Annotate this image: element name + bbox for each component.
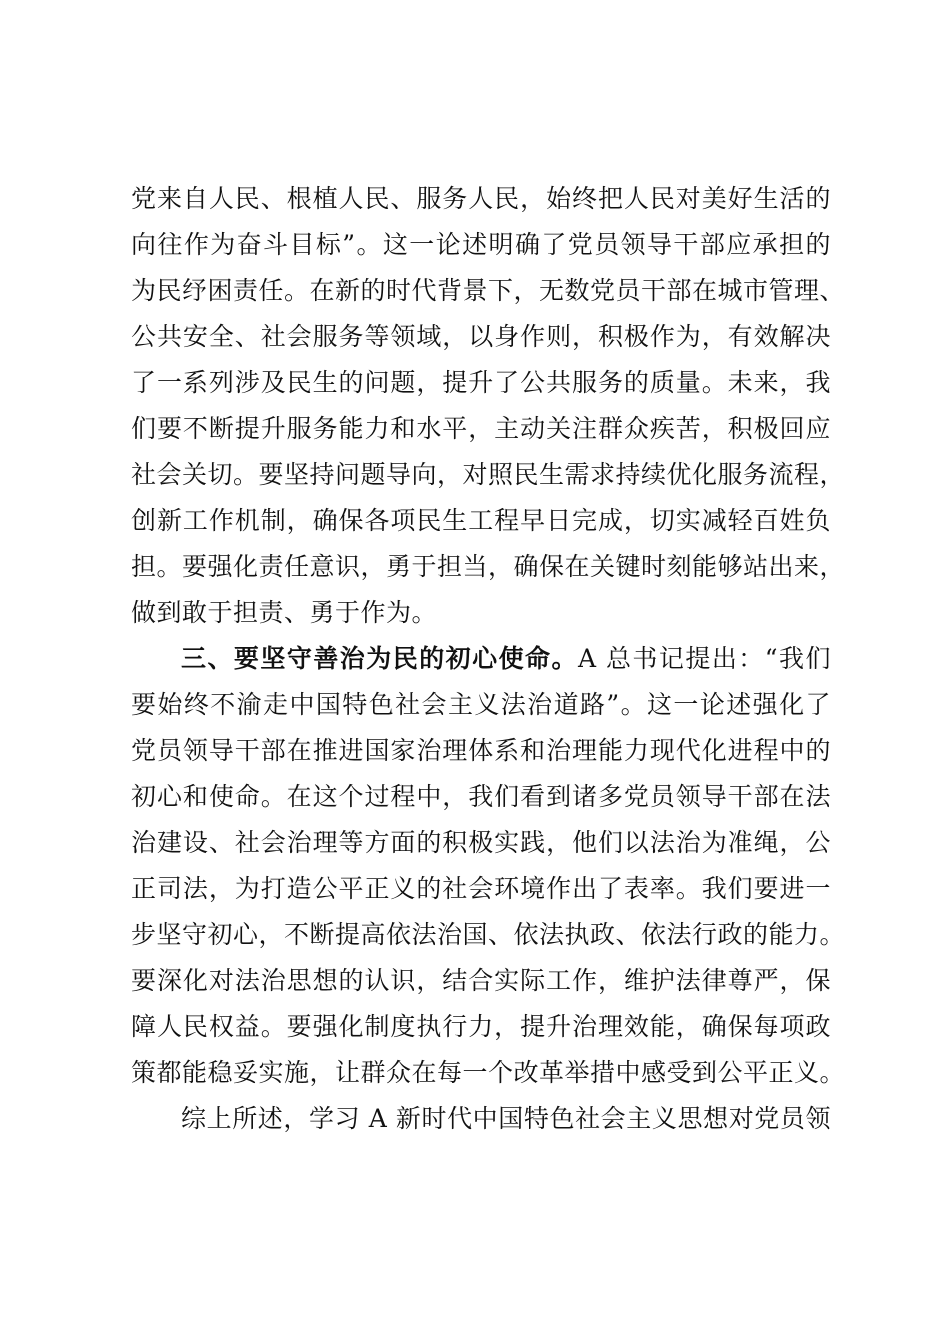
summary-paragraph	[131, 1096, 831, 1142]
paragraph-line: 为民纾困责任。在新的时代背景下，无数党员干部在城市管理、	[131, 276, 846, 305]
paragraph-line: 初心和使命。在这个过程中，我们看到诸多党员领导干部在法	[131, 782, 831, 811]
paragraph-line: 们要不断提升服务能力和水平，主动关注群众疾苦，积极回应	[131, 414, 831, 443]
paragraph-line: 了一系列涉及民生的问题，提升了公共服务的质量。未来，我	[131, 368, 831, 397]
paragraph-line: 社会关切。要坚持问题导向，对照民生需求持续优化服务流程，	[131, 460, 846, 489]
section-heading-line	[131, 636, 831, 682]
paragraph-line: 公共安全、社会服务等领域，以身作则，积极作为，有效解决	[131, 322, 831, 351]
paragraph-line: 治建设、社会治理等方面的积极实践，他们以法治为准绳，公	[131, 828, 831, 857]
paragraph-line: 要深化对法治思想的认识，结合实际工作，维护法律尊严，保	[131, 966, 831, 995]
paragraph-continuation	[131, 176, 846, 636]
section-heading: 三、要坚守善治为民的初心使命。	[181, 644, 578, 673]
paragraph-line: 障人民权益。要强化制度执行力，提升治理效能，确保每项政	[131, 1012, 831, 1041]
paragraph-line: 党来自人民、根植人民、服务人民，始终把人民对美好生活的	[131, 184, 831, 213]
paragraph-line: 创新工作机制，确保各项民生工程早日完成，切实减轻百姓负	[131, 506, 831, 535]
heading-line-rest: A 总书记提出：“我们	[578, 644, 831, 673]
section-three-paragraph	[131, 636, 846, 1096]
paragraph-line: 做到敢于担责、勇于作为。	[131, 598, 438, 627]
paragraph-line: 要始终不渝走中国特色社会主义法治道路”。这一论述强化了	[131, 690, 831, 719]
paragraph-line: 党员领导干部在推进国家治理体系和治理能力现代化进程中的	[131, 736, 831, 765]
paragraph-line: 正司法，为打造公平正义的社会环境作出了表率。我们要进一	[131, 874, 831, 903]
paragraph-line: 担。要强化责任意识，勇于担当，确保在关键时刻能够站出来，	[131, 552, 846, 581]
paragraph-line: 策都能稳妥实施，让群众在每一个改革举措中感受到公平正义。	[131, 1058, 846, 1087]
paragraph-line: 向往作为奋斗目标”。这一论述明确了党员领导干部应承担的	[131, 230, 831, 259]
paragraph-line: 综上所述，学习 A 新时代中国特色社会主义思想对党员领	[181, 1104, 831, 1133]
paragraph-line: 步坚守初心，不断提高依法治国、依法执政、依法行政的能力。	[131, 920, 846, 949]
